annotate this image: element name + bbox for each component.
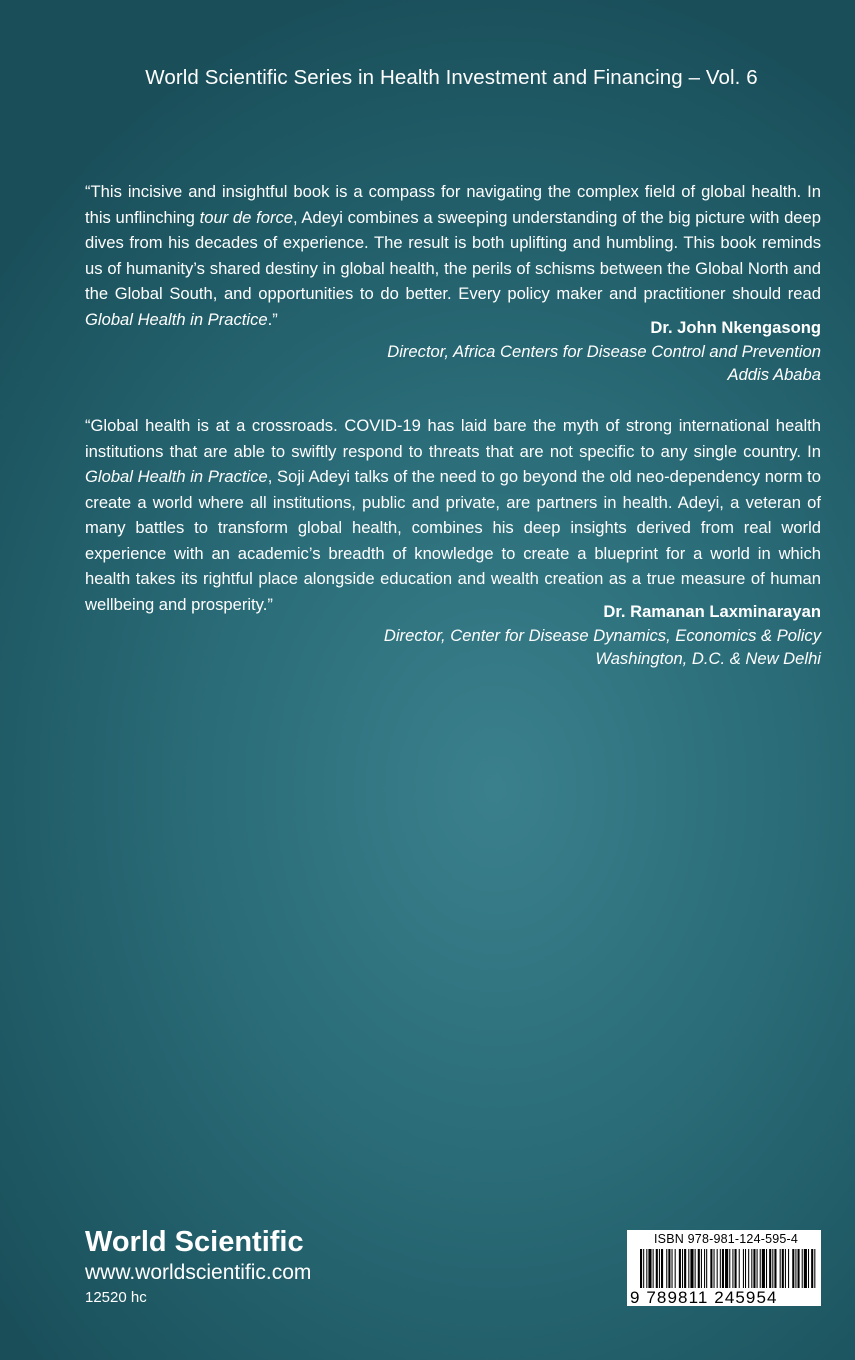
barcode-bar xyxy=(751,1249,752,1288)
barcode-bar xyxy=(640,1249,642,1288)
barcode-bars xyxy=(639,1249,817,1288)
barcode-bar xyxy=(798,1249,800,1288)
endorser-location: Washington, D.C. & New Delhi xyxy=(595,649,821,668)
barcode-bar xyxy=(688,1249,689,1288)
barcode-bar xyxy=(659,1249,660,1288)
barcode-bar xyxy=(782,1249,784,1288)
barcode-bar xyxy=(679,1249,681,1288)
book-title-italic: Global Health in Practice xyxy=(85,467,268,486)
barcode-bar xyxy=(682,1249,683,1288)
barcode-bar xyxy=(814,1249,815,1288)
barcode-bar xyxy=(808,1249,809,1288)
book-title-italic: Global Health in Practice xyxy=(85,309,268,329)
barcode-bar xyxy=(788,1249,789,1288)
barcode-bar xyxy=(760,1249,761,1288)
isbn-barcode xyxy=(627,1230,821,1306)
barcode-bar xyxy=(701,1249,702,1288)
barcode-bar xyxy=(757,1249,758,1288)
barcode-bar xyxy=(811,1249,813,1288)
endorser-name: Dr. Ramanan Laxminarayan xyxy=(603,602,821,621)
barcode-bar xyxy=(704,1249,705,1288)
barcode-bar xyxy=(672,1249,673,1288)
publisher-name: World Scientific xyxy=(85,1226,304,1258)
barcode-bar xyxy=(666,1249,667,1288)
barcode-bar xyxy=(774,1249,776,1288)
barcode-bar xyxy=(772,1249,773,1288)
barcode-bar xyxy=(646,1249,647,1288)
barcode-bar xyxy=(785,1249,786,1288)
barcode-bar xyxy=(804,1249,807,1288)
barcode-bar xyxy=(732,1249,733,1288)
barcode-bar xyxy=(690,1249,693,1288)
barcode-bar xyxy=(735,1249,737,1288)
barcode-bar xyxy=(762,1249,765,1288)
barcode-bar xyxy=(648,1249,651,1288)
barcode-bar xyxy=(748,1249,749,1288)
quote-text: “This incisive and insightful book is a compass for navigating the complex field of global health. In this unflinching xyxy=(85,182,821,227)
quote-text: , Adeyi combines a sweeping understanding of the big picture with deep dives from his decades of experience. The result is both uplifting and humbling. This book reminds us of humanity’s shared destiny in global health, the perils of schisms between the Global North and the Global South, and opportunities to do better. Every policy maker and practitioner should read xyxy=(85,207,821,303)
barcode-bar xyxy=(698,1249,700,1288)
barcode-bar xyxy=(668,1249,670,1288)
barcode-bar xyxy=(780,1249,781,1288)
barcode-bar xyxy=(743,1249,744,1288)
barcode-bar xyxy=(675,1249,676,1288)
barcode-bar xyxy=(706,1249,707,1288)
barcode-bar xyxy=(720,1249,721,1288)
endorser-role: Director, Africa Centers for Disease Control and Prevention xyxy=(387,341,821,361)
isbn-label: ISBN 978-981-124-595-4 xyxy=(654,1232,799,1246)
barcode-bar xyxy=(766,1249,767,1288)
barcode-bar xyxy=(656,1249,658,1288)
barcode-bar xyxy=(745,1249,746,1288)
barcode-bar xyxy=(795,1249,796,1288)
quote-italic-text: tour de force xyxy=(199,207,293,227)
publisher-url: www.worldscientific.com xyxy=(85,1261,312,1284)
endorser-location: Addis Ababa xyxy=(727,365,821,384)
barcode-icon xyxy=(639,1249,817,1288)
endorsement-attribution-2 xyxy=(384,600,821,671)
barcode-bar xyxy=(710,1249,712,1288)
barcode-bar xyxy=(695,1249,696,1288)
barcode-bar xyxy=(643,1249,644,1288)
endorser-role: Director, Center for Disease Dynamics, Economics & Policy xyxy=(383,625,821,645)
quote-text: .” xyxy=(267,309,278,329)
quote-text: “Global health is at a crossroads. COVID-19 has laid bare the myth of strong international health institutions that are able to swiftly respond to threats that are not specific to any single country. In xyxy=(85,416,821,461)
barcode-bar xyxy=(802,1249,803,1288)
barcode-bar xyxy=(661,1249,663,1288)
quote-text: , Soji Adeyi talks of the need to go beyond the old neo-dependency norm to create a world where all institutions, public and private, are partners in health. Adeyi, a veteran of many battles to transform global health, combines his deep insights derived from real world experience with an academic’s breadth of knowledge to create a blueprint for a world in which health takes its rightful place alongside education and wealth creation as a true measure of human wellbeing and prosperity.” xyxy=(85,467,821,614)
endorsement-attribution-1 xyxy=(387,316,821,387)
endorser-name: Dr. John Nkengasong xyxy=(650,318,821,337)
endorsement-quote-1 xyxy=(85,179,821,332)
barcode-bar xyxy=(717,1249,718,1288)
barcode-bar xyxy=(725,1249,728,1288)
barcode-bar xyxy=(722,1249,724,1288)
series-title: World Scientific Series in Health Investment and Financing – Vol. 6 xyxy=(145,66,758,89)
barcode-bar xyxy=(653,1249,654,1288)
barcode-bar xyxy=(753,1249,755,1288)
barcode-bar xyxy=(739,1249,740,1288)
barcode-bar xyxy=(769,1249,771,1288)
barcode-bar xyxy=(714,1249,715,1288)
barcode-bar xyxy=(684,1249,686,1288)
barcode-bar xyxy=(729,1249,730,1288)
barcode-digits: 9 789811 245954 xyxy=(630,1288,778,1307)
endorsement-quote-2 xyxy=(85,413,821,617)
publisher-code: 12520 hc xyxy=(85,1289,147,1306)
barcode-bar xyxy=(792,1249,794,1288)
